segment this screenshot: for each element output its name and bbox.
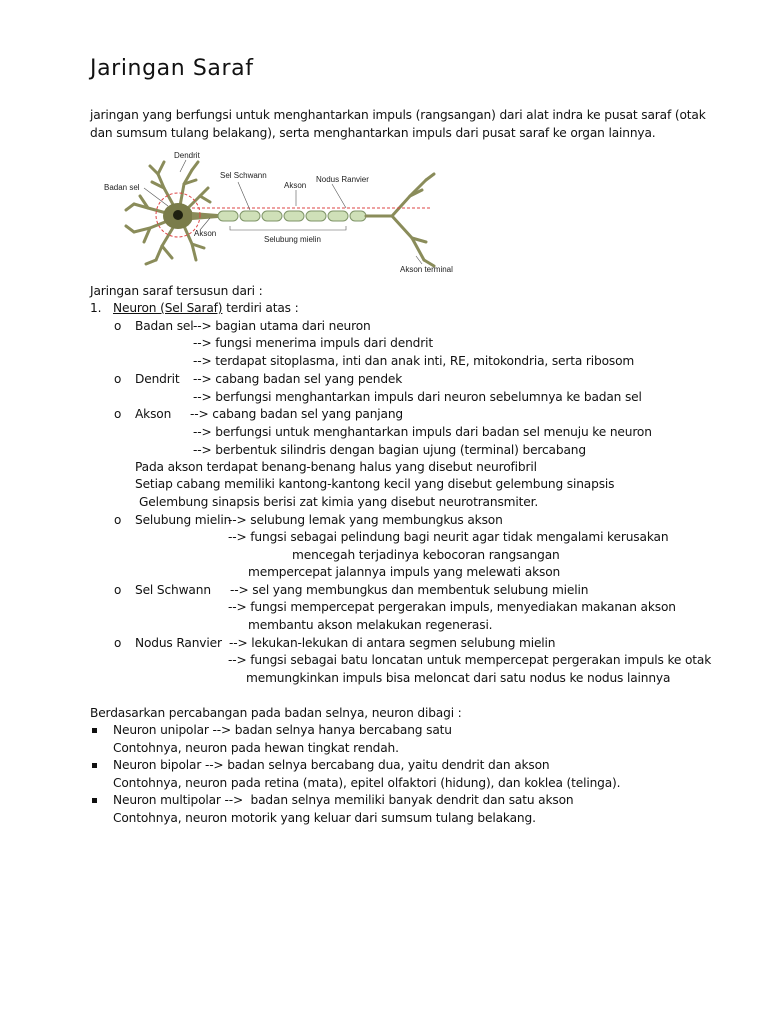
neuron-diagram <box>100 148 470 278</box>
akson-line-3: --> berbentuk silindris dengan bagian ujung (terminal) bercabang <box>193 443 586 457</box>
intro-line-2: dan sumsum tulang belakang), serta menghantarkan impuls dari pusat saraf ke organ lainnya. <box>90 126 656 140</box>
selubung-line-4: mempercepat jalannya impuls yang melewati akson <box>248 565 561 579</box>
bullet-marker: o <box>114 407 122 421</box>
akson-note-2: Setiap cabang memiliki kantong-kantong kecil yang disebut gelembung sinapsis <box>135 477 615 491</box>
nodus-line-3: memungkinkan impuls bisa meloncat dari satu nodus ke nodus lainnya <box>246 671 671 685</box>
nodus-line-1: --> lekukan-lekukan di antara segmen selubung mielin <box>229 636 556 650</box>
bullet-marker: o <box>114 583 122 597</box>
dendrit-line-2: --> berfungsi menghantarkan impuls dari neuron sebelumnya ke badan sel <box>193 390 642 404</box>
akson-line-2: --> berfungsi untuk menghantarkan impuls dari badan sel menuju ke neuron <box>193 425 652 439</box>
unipolar-line-1: Neuron unipolar --> badan selnya hanya bercabang satu <box>113 723 452 737</box>
item-number: 1. <box>90 301 102 315</box>
akson-note-1: Pada akson terdapat benang-benang halus yang disebut neurofibril <box>135 460 537 474</box>
square-bullet <box>92 798 97 803</box>
selubung-label: Selubung mielin <box>135 513 232 527</box>
bullet-marker: o <box>114 513 122 527</box>
bullet-marker: o <box>114 319 122 333</box>
square-bullet <box>92 763 97 768</box>
nodus-label: Nodus Ranvier <box>135 636 222 650</box>
label-akson-terminal: Akson terminal <box>400 265 453 274</box>
intro-line-1: jaringan yang berfungsi untuk menghantarkan impuls (rangsangan) dari alat indra ke pusat saraf (otak <box>90 108 706 122</box>
unipolar-line-2: Contohnya, neuron pada hewan tingkat rendah. <box>113 741 399 755</box>
label-selubung-mielin: Selubung mielin <box>264 235 321 244</box>
label-akson-bottom: Akson <box>194 229 217 238</box>
badan-sel-line-1: --> bagian utama dari neuron <box>193 319 371 333</box>
dendrit-line-1: --> cabang badan sel yang pendek <box>193 372 403 386</box>
label-akson-top: Akson <box>284 181 307 190</box>
bullet-marker: o <box>114 636 122 650</box>
label-dendrit: Dendrit <box>174 151 200 160</box>
selubung-line-1: --> selubung lemak yang membungkus akson <box>228 513 503 527</box>
akson-note-3: Gelembung sinapsis berisi zat kimia yang disebut neurotransmiter. <box>139 495 539 509</box>
section-heading: Jaringan saraf tersusun dari : <box>90 284 263 298</box>
badan-sel-line-2: --> fungsi menerima impuls dari dendrit <box>193 336 433 350</box>
badan-sel-label: Badan sel <box>135 319 194 333</box>
dendrit-label: Dendrit <box>135 372 180 386</box>
label-sel-schwann: Sel Schwann <box>220 171 267 180</box>
nodus-line-2: --> fungsi sebagai batu loncatan untuk mempercepat pergerakan impuls ke otak <box>228 653 712 667</box>
akson-line-1: --> cabang badan sel yang panjang <box>190 407 404 421</box>
schwann-label: Sel Schwann <box>135 583 211 597</box>
multipolar-line-1: Neuron multipolar --> badan selnya memiliki banyak dendrit dan satu akson <box>113 793 574 807</box>
label-badan-sel: Badan sel <box>104 183 140 192</box>
multipolar-line-2: Contohnya, neuron motorik yang keluar dari sumsum tulang belakang. <box>113 811 536 825</box>
neuron-illustration <box>100 148 470 278</box>
branching-heading: Berdasarkan percabangan pada badan selnya, neuron dibagi : <box>90 706 462 720</box>
bipolar-line-1: Neuron bipolar --> badan selnya bercabang dua, yaitu dendrit dan akson <box>113 758 550 772</box>
page-title: Jaringan Saraf <box>90 56 254 81</box>
label-nodus-ranvier: Nodus Ranvier <box>316 175 369 184</box>
bullet-marker: o <box>114 372 122 386</box>
bipolar-line-2: Contohnya, neuron pada retina (mata), epitel olfaktori (hidung), dan koklea (telinga). <box>113 776 621 790</box>
selubung-line-2: --> fungsi sebagai pelindung bagi neurit agar tidak mengalami kerusakan <box>228 530 669 544</box>
schwann-line-2: --> fungsi mempercepat pergerakan impuls, menyediakan makanan akson <box>228 600 676 614</box>
schwann-line-3: membantu akson melakukan regenerasi. <box>248 618 493 632</box>
neuron-title-suffix: terdiri atas : <box>222 301 299 315</box>
schwann-line-1: --> sel yang membungkus dan membentuk selubung mielin <box>230 583 589 597</box>
badan-sel-line-3: --> terdapat sitoplasma, inti dan anak inti, RE, mitokondria, serta ribosom <box>193 354 635 368</box>
square-bullet <box>92 728 97 733</box>
neuron-item <box>113 301 299 315</box>
akson-label: Akson <box>135 407 172 421</box>
selubung-line-3: mencegah terjadinya kebocoran rangsangan <box>292 548 560 562</box>
neuron-title: Neuron (Sel Saraf) <box>113 301 223 315</box>
